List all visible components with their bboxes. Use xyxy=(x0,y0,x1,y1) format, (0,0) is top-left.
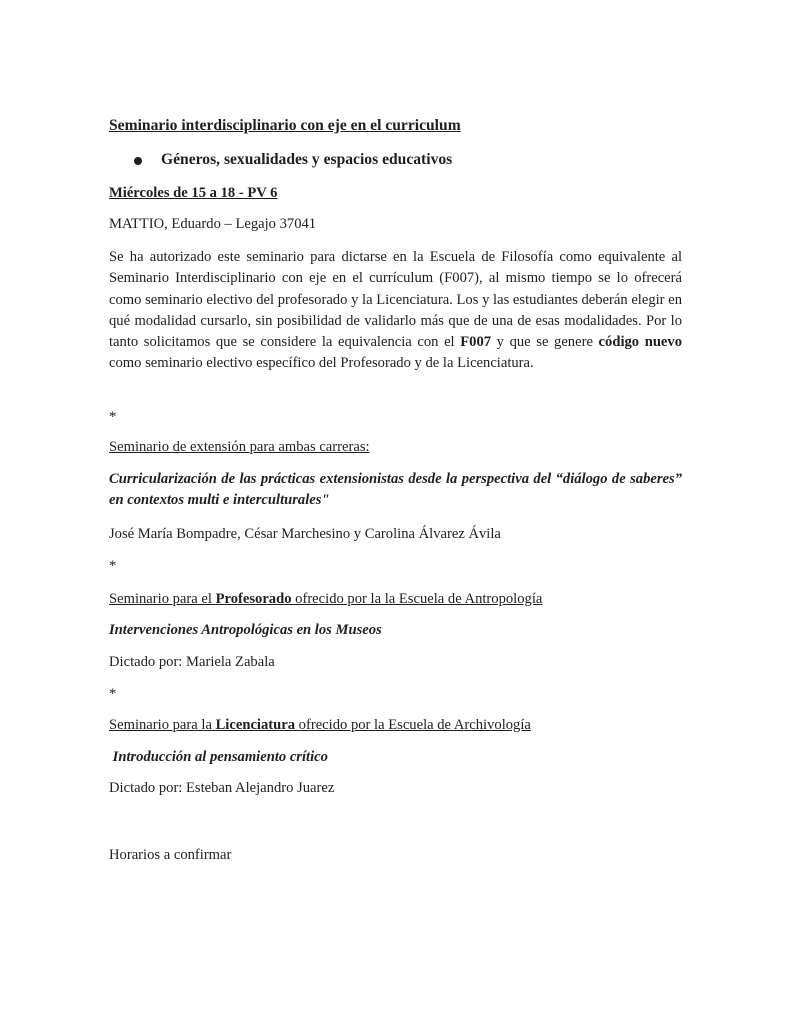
section4-heading-pre: Seminario para la xyxy=(109,717,216,733)
section4-teacher: Dictado por: Esteban Alejandro Juarez xyxy=(109,780,335,796)
description-paragraph xyxy=(109,247,682,375)
section2-heading: Seminario de extensión para ambas carreras: xyxy=(109,439,370,455)
section2-teachers: José María Bompadre, César Marchesino y Carolina Álvarez Ávila xyxy=(109,526,501,542)
section4-heading-bold: Licenciatura xyxy=(215,717,296,733)
para-bold-new-code: código nuevo xyxy=(598,334,683,351)
para-text-1: Se ha autorizado este seminario para dictarse en la Escuela de Filosofía como equivalente al Seminario Interdisciplinario con eje en el currículum (F007), al mismo tiempo se lo ofrecerá como seminario electivo del profesorado y la Licenciatura. Los y las estudiantes deberán elegir en qué modalidad cursarlo, sin posibilidad de validarlo más que de una de esas modalidades. Por lo tanto solicitamos que se considere la equivalencia con el xyxy=(109,249,682,351)
para-text-2: y que se genere xyxy=(491,334,599,351)
section3-teacher: Dictado por: Mariela Zabala xyxy=(109,654,275,670)
bullet-text: Géneros, sexualidades y espacios educativos xyxy=(161,151,453,168)
section4-heading-post: ofrecido por la Escuela de Archivología xyxy=(295,717,531,733)
separator-2: * xyxy=(109,558,117,574)
section4-title: Introducción al pensamiento crítico xyxy=(109,749,328,765)
section3-heading-pre: Seminario para el xyxy=(109,591,216,607)
teacher: MATTIO, Eduardo – Legajo 37041 xyxy=(109,216,317,232)
separator-3: * xyxy=(109,686,117,702)
section1-title: Seminario interdisciplinario con eje en el curriculum xyxy=(109,117,461,134)
section3-heading xyxy=(109,589,682,609)
footer-note: Horarios a confirmar xyxy=(109,847,232,863)
section4-heading xyxy=(109,715,682,735)
para-bold-code: F007 xyxy=(460,334,492,351)
bullet-dot-icon xyxy=(134,157,142,165)
schedule: Miércoles de 15 a 18 - PV 6 xyxy=(109,185,278,201)
section3-heading-post: ofrecido por la la Escuela de Antropología xyxy=(291,591,543,607)
bullet-item xyxy=(109,150,682,170)
section3-title: Intervenciones Antropológicas en los Museos xyxy=(109,622,382,638)
section3-heading-bold: Profesorado xyxy=(215,591,292,607)
separator-1: * xyxy=(109,409,117,425)
section2-title: Curricularización de las prácticas extensionistas desde la perspectiva del “diálogo de saberes” en contextos multi e interculturales" xyxy=(109,471,682,508)
para-text-3: como seminario electivo específico del Profesorado y de la Licenciatura. xyxy=(109,355,534,372)
